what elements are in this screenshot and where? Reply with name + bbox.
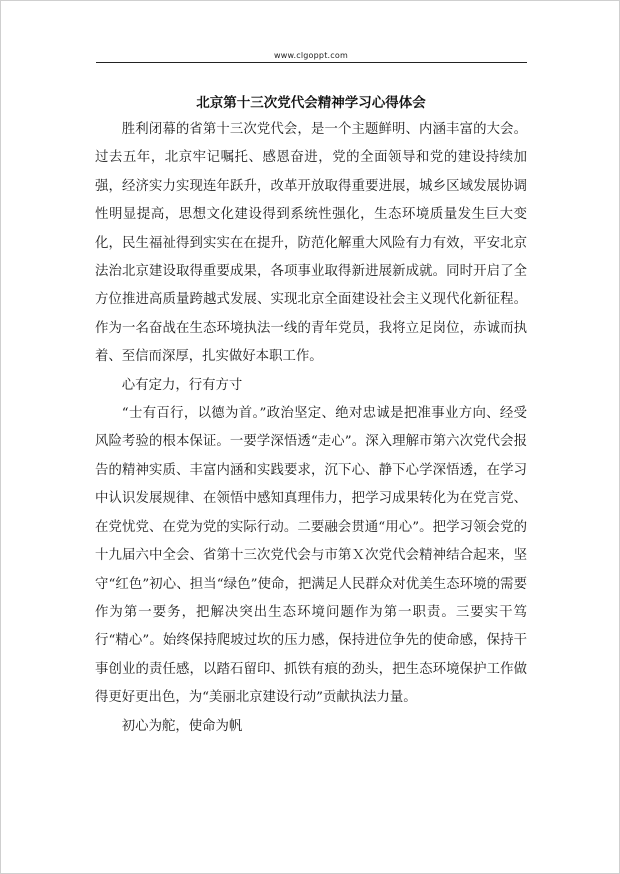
- paragraph-intro: 胜利闭幕的省第十三次党代会，是一个主题鲜明、内涵丰富的大会。过去五年，北京牢记嘱托、感恩奋进，党的全面领导和党的建设持续加强，经济实力实现连年跃升，改革开放取得重要进展，城乡区域发展协调性明显提高，思想文化建设得到系统性强化，生态环境质量发生巨大变化，民生福祉得到实实在在提升，防范化解重大风险有力有效，平安北京法治北京建设取得重要成果，各项事业取得新进展新成就。同时开启了全方位推进高质量跨越式发展、实现北京全面建设社会主义现代化新征程。作为一名奋战在生态环境执法一线的青年党员，我将立足岗位，赤诚而执着、至信而深厚，扎实做好本职工作。: [95, 122, 527, 365]
- document-body: [95, 116, 527, 741]
- section-heading-1: 心有定力，行有方寸: [121, 377, 243, 393]
- document-title: 北京第十三次党代会精神学习心得体会: [196, 95, 426, 111]
- section-heading-2: 初心为舵，使命为帆: [121, 718, 243, 734]
- paragraph-section-1: “士有百行，以德为首。”政治坚定、绝对忠诚是把准事业方向、经受风险考验的根本保证。一要学深悟透“走心”。深入理解市第六次党代会报告的精神实质、丰富内涵和实践要求，沉下心、静下心学深悟透，在学习中认识发展规律、在领悟中感知真理伟力，把学习成果转化为在党言党、在党忧党、在党为党的实际行动。二要融会贯通“用心”。把学习领会党的十九届六中全会、省第十三次党代会与市第Ｘ次党代会精神结合起来，坚守“红色”初心、担当“绿色”使命，把满足人民群众对优美生态环境的需要作为第一要务，把解决突出生态环境问题作为第一职责。三要实干笃行“精心”。始终保持爬坡过坎的压力感，保持进位争先的使命感，保持干事创业的责任感，以踏石留印、抓铁有痕的劲头，把生态环境保护工作做得更好更出色，为“美丽北京建设行动”贡献执法力量。: [95, 406, 527, 706]
- header-divider: [96, 62, 527, 63]
- header-url: www.clgoppt.com: [274, 51, 348, 60]
